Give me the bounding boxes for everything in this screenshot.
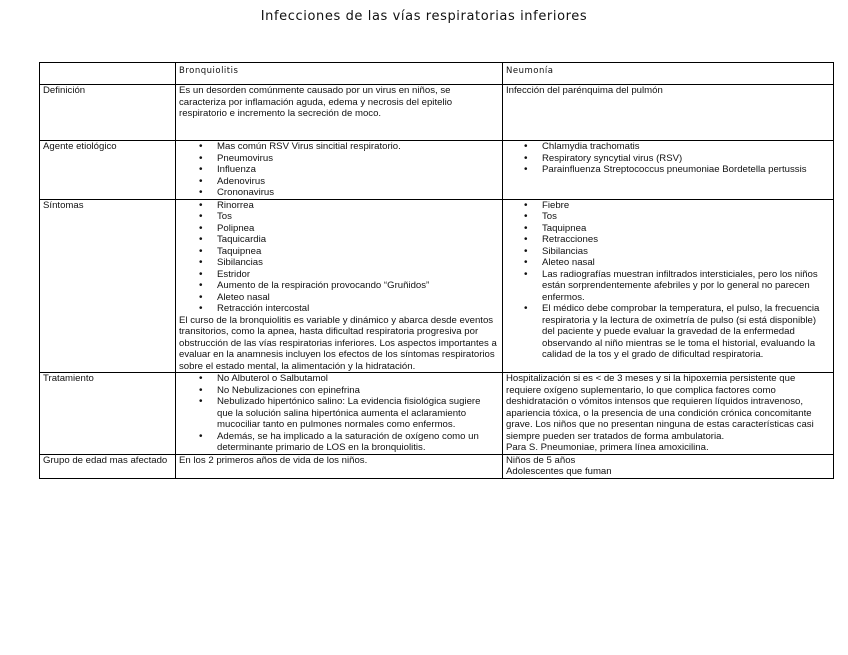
list-item: • Rinorrea xyxy=(217,200,499,212)
edad-neumonia-text-2: Adolescentes que fuman xyxy=(506,466,612,477)
agente-neumonia xyxy=(503,141,834,200)
definicion-neumonia xyxy=(503,85,834,141)
header-corner-cell xyxy=(40,63,176,85)
comparison-table xyxy=(39,62,834,479)
list-item: • Taquipnea xyxy=(217,246,499,258)
row-label-tratamiento: Tratamiento xyxy=(40,373,176,455)
list-item: • Tos xyxy=(217,211,499,223)
sintomas-bronquiolitis xyxy=(176,199,503,373)
row-label-edad: Grupo de edad mas afectado xyxy=(40,454,176,478)
agente-bronquiolitis xyxy=(176,141,503,200)
row-sintomas xyxy=(40,199,834,373)
edad-neumonia xyxy=(503,454,834,478)
definicion-bronquiolitis xyxy=(176,85,503,141)
header-bronquiolitis: Bronquiolitis xyxy=(176,63,503,85)
list-item: • Mas común RSV Virus sincitial respiratorio. xyxy=(217,141,499,153)
tratamiento-neumonia-text: Hospitalización si es < de 3 meses y si la hipoxemia persistente que requiere oxígeno suplementario, lo que complica factores como deshidratación o vómitos intensos que requieren líquidos intravenoso, apariencia tóxica, o la presencia de una condición crónica concomitante grave. Los niños que no presentan ninguna de estas características casi siempre pueden ser tratados de forma ambulatoria. xyxy=(506,373,814,442)
row-label-agente: Agente etiológico xyxy=(40,141,176,200)
list-item: • Estridor xyxy=(217,269,499,281)
row-label-definicion: Definición xyxy=(40,85,176,141)
sintomas-neumonia-list xyxy=(506,200,830,361)
tratamiento-bronquiolitis-list xyxy=(179,373,499,454)
list-item: • Chlamydia trachomatis xyxy=(542,141,810,153)
list-item: • Además, se ha implicado a la saturación de oxígeno como un determinante primario de LOS en la bronquiolitis. xyxy=(217,431,493,454)
list-item: • Aumento de la respiración provocando “Gruñidos” xyxy=(217,280,499,292)
list-item: • Retracciones xyxy=(542,234,830,246)
list-item: • Las radiografías muestran infiltrados intersticiales, pero los niños están sorprendentemente afebriles y por lo general no parecen enfermos. xyxy=(542,269,830,304)
list-item: • Aleteo nasal xyxy=(217,292,499,304)
list-item: • Nebulizado hipertónico salino: La evidencia fisiológica sugiere que la solución salina hipertónica aumenta el aclaramiento mucociliar tanto en pulmones normales como enfermos. xyxy=(217,396,493,431)
sintomas-bronquiolitis-text: El curso de la bronquiolitis es variable y dinámico y abarca desde eventos transitorios, como la apnea, hasta dificultad respiratoria progresiva por obstrucción de las vías respiratorias inferiores. Los aspectos importantes a evaluar en la anamnesis incluyen los efectos de los síntomas respiratorios sobre el estado mental, la alimentación y la hidratación. xyxy=(179,314,497,372)
row-edad xyxy=(40,454,834,478)
tratamiento-bronquiolitis xyxy=(176,373,503,455)
document-title: Infecciones de las vías respiratorias inferiores xyxy=(260,9,588,24)
edad-bronquiolitis xyxy=(176,454,503,478)
sintomas-neumonia xyxy=(503,199,834,373)
definicion-neumonia-text: Infección del parénquima del pulmón xyxy=(506,85,663,96)
list-item: • Sibilancias xyxy=(217,257,499,269)
list-item: • Crononavirus xyxy=(217,187,499,199)
list-item: • Parainfluenza Streptococcus pneumoniae Bordetella pertussis xyxy=(542,164,810,176)
edad-neumonia-text-1: Niños de 5 años xyxy=(506,454,576,466)
header-row xyxy=(40,63,834,85)
list-item: • Tos xyxy=(542,211,830,223)
definicion-bronquiolitis-text: Es un desorden comúnmente causado por un virus en niños, se caracteriza por inflamación aguda, edema y necrosis del epitelio respiratorio e incremento la secreción de moco. xyxy=(179,85,453,119)
row-label-sintomas: Síntomas xyxy=(40,199,176,373)
row-tratamiento xyxy=(40,373,834,455)
list-item: • Fiebre xyxy=(542,200,830,212)
list-item: • Pneumovirus xyxy=(217,153,499,165)
list-item: • Retracción intercostal xyxy=(217,303,499,315)
list-item: • Taquipnea xyxy=(542,223,830,235)
list-item: • No Nebulizaciones con epinefrina xyxy=(217,385,493,397)
list-item: • Sibilancias xyxy=(542,246,830,258)
list-item: • Adenovirus xyxy=(217,176,499,188)
sintomas-bronquiolitis-list xyxy=(179,200,499,315)
list-item: • Aleteo nasal xyxy=(542,257,830,269)
list-item: • No Albuterol o Salbutamol xyxy=(217,373,493,385)
edad-bronquiolitis-text: En los 2 primeros años de vida de los niños. xyxy=(179,454,368,466)
list-item: • Respiratory syncytial virus (RSV) xyxy=(542,153,810,165)
list-item: • Taquicardia xyxy=(217,234,499,246)
row-agente xyxy=(40,141,834,200)
tratamiento-neumonia xyxy=(503,373,834,455)
list-item: • El médico debe comprobar la temperatura, el pulso, la frecuencia respiratoria y la lectura de oximetría de pulso (si está disponible) del paciente y puede evaluar la gravedad de la enfermedad observando al niño mientras se le toma el historial, evaluando la calidad de la tos y el grado de dificultad respiratoria. xyxy=(542,303,830,361)
agente-neumonia-list xyxy=(506,141,830,176)
header-neumonia: Neumonía xyxy=(503,63,834,85)
tratamiento-neumonia-extra: Para S. Pneumoniae, primera línea amoxicilina. xyxy=(506,442,709,453)
list-item: • Polipnea xyxy=(217,223,499,235)
list-item: • Influenza xyxy=(217,164,499,176)
agente-bronquiolitis-list xyxy=(179,141,499,199)
row-definicion xyxy=(40,85,834,141)
